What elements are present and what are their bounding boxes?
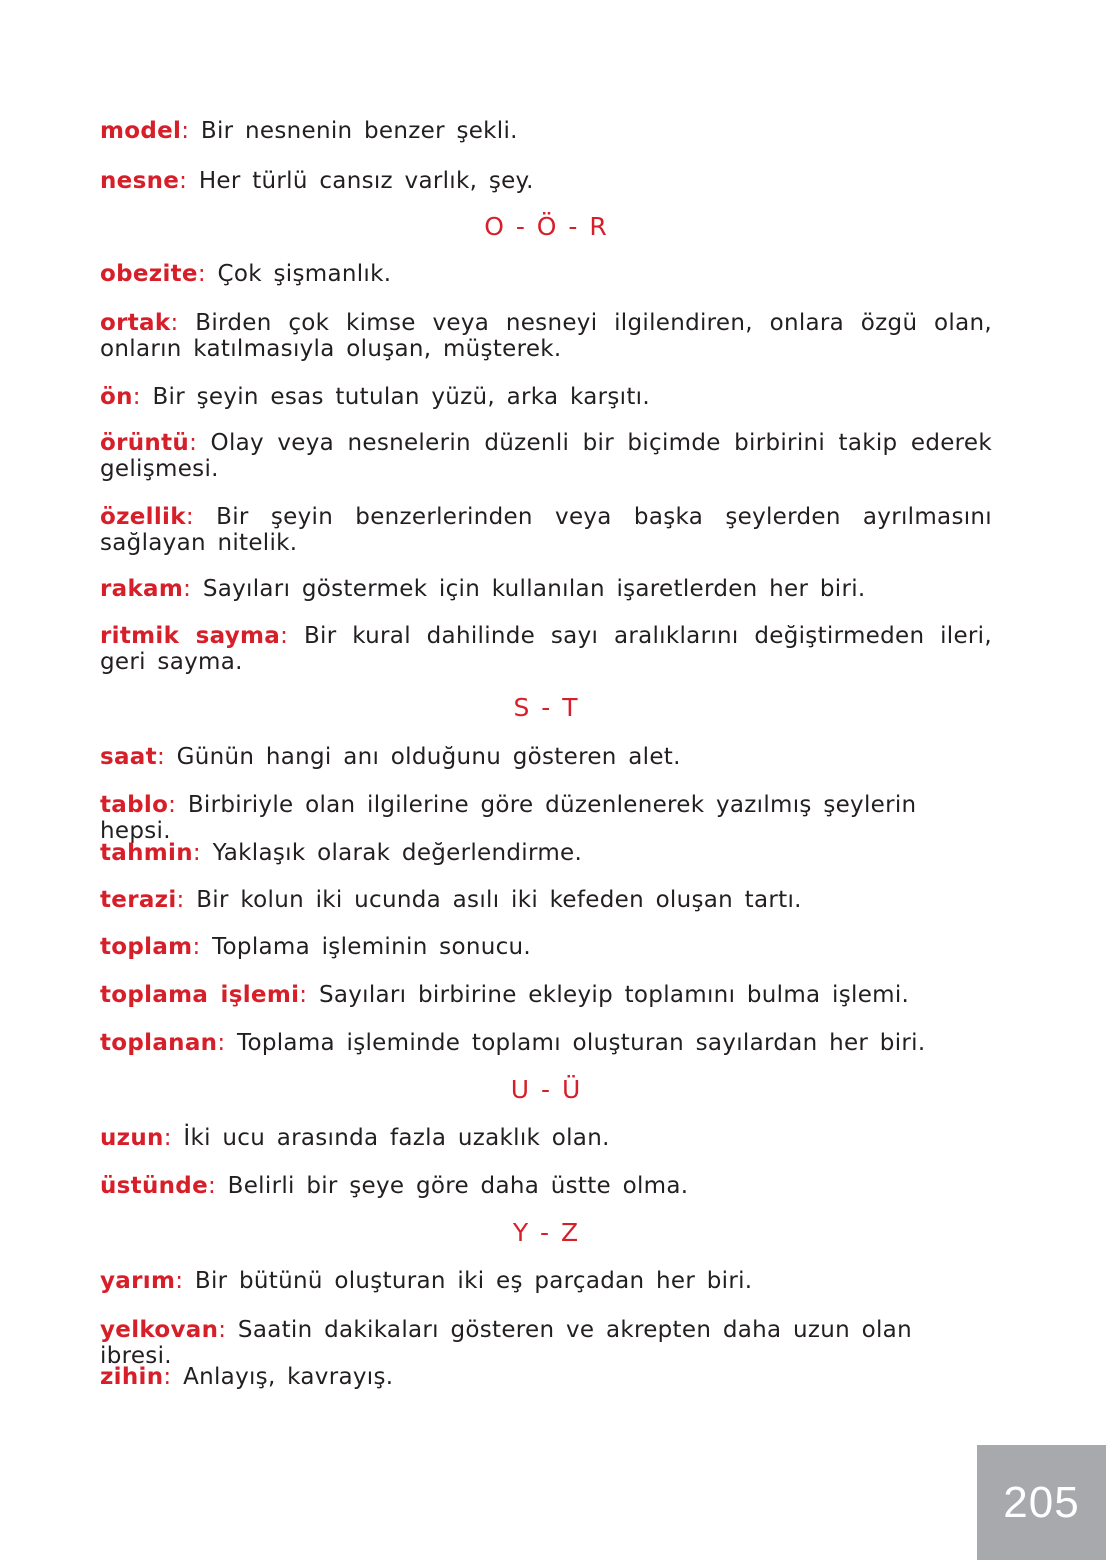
entry-definition: Anlayış, kavrayış. [171, 1364, 394, 1390]
entry-term: model [100, 118, 182, 144]
entry-colon: : [132, 384, 141, 410]
entry-term: ritmik sayma [100, 623, 281, 649]
entry-colon: : [185, 504, 194, 530]
section-heading-u-u: U - Ü [510, 1075, 582, 1104]
entry-colon: : [183, 576, 192, 602]
entry-definition: Sayıları göstermek için kullanılan işaretlerden her biri. [191, 576, 866, 602]
entry-colon: : [175, 1268, 184, 1294]
entry-term: ön [100, 384, 133, 410]
glossary-entry-toplanan [100, 1030, 992, 1056]
entry-term: nesne [100, 168, 180, 194]
entry-colon: : [217, 1030, 226, 1056]
section-heading-s-t: S - T [513, 693, 579, 722]
entry-term: toplam [100, 934, 193, 960]
entry-definition: Her türlü cansız varlık, şey. [187, 168, 534, 194]
page-number: 205 [977, 1445, 1106, 1560]
entry-term: üstünde [100, 1173, 208, 1199]
entry-colon: : [218, 1317, 227, 1343]
entry-term: uzun [100, 1125, 164, 1151]
glossary-entry-terazi [100, 887, 992, 913]
glossary-entry-nesne [100, 168, 992, 194]
glossary-entry-ustunde [100, 1173, 992, 1199]
entry-definition: Birden çok kimse veya nesneyi ilgilendiren, onlara özgü olan, onların katılmasıyla oluşan, müşterek. [100, 310, 992, 362]
entry-definition: Belirli bir şeye göre daha üstte olma. [216, 1173, 689, 1199]
entry-definition: Bir şeyin esas tutulan yüzü, arka karşıtı. [140, 384, 650, 410]
entry-term: obezite [100, 261, 198, 287]
glossary-entry-ortak [100, 310, 992, 362]
entry-definition: Bir bütünü oluşturan iki eş parçadan her biri. [183, 1268, 753, 1294]
entry-definition: Saatin dakikaları gösteren ve akrepten daha uzun olan ibresi. [100, 1317, 912, 1369]
glossary-entry-yarim [100, 1268, 992, 1294]
entry-colon: : [207, 1173, 217, 1199]
entry-colon: : [192, 934, 201, 960]
section-heading-o-o-r: O - Ö - R [484, 212, 608, 241]
entry-colon: : [163, 1125, 172, 1151]
entry-definition: Günün hangi anı olduğunu gösteren alet. [165, 744, 681, 770]
entry-definition: Bir nesnenin benzer şekli. [189, 118, 518, 144]
entry-definition: Sayıları birbirine ekleyip toplamını bulma işlemi. [307, 982, 910, 1008]
glossary-entry-toplam [100, 934, 992, 960]
entry-term: tahmin [100, 840, 193, 866]
entry-term: yelkovan [100, 1317, 219, 1343]
entry-definition: Bir şeyin benzerlerinden veya başka şeylerden ayrılmasını sağlayan nitelik. [100, 504, 992, 556]
glossary-entry-ozellik [100, 504, 992, 556]
entry-term: ortak [100, 310, 171, 336]
entry-colon: : [299, 982, 308, 1008]
glossary-entry-rakam [100, 576, 992, 602]
entry-term: tablo [100, 792, 169, 818]
entry-colon: : [280, 623, 289, 649]
entry-colon: : [179, 168, 188, 194]
glossary-entry-on [100, 384, 992, 410]
entry-term: yarım [100, 1268, 176, 1294]
entry-definition: Bir kural dahilinde sayı aralıklarını değiştirmeden ileri, geri sayma. [100, 623, 992, 675]
entry-colon: : [168, 792, 177, 818]
entry-colon: : [197, 261, 206, 287]
entry-colon: : [192, 840, 201, 866]
entry-definition: Yaklaşık olarak değerlendirme. [200, 840, 583, 866]
entry-colon: : [181, 118, 190, 144]
glossary-entry-ritmik-sayma [100, 623, 992, 675]
entry-colon: : [176, 887, 185, 913]
glossary-entry-zihin [100, 1364, 992, 1390]
entry-definition: Toplama işleminin sonucu. [200, 934, 532, 960]
entry-term: özellik [100, 504, 186, 530]
entry-colon: : [170, 310, 179, 336]
glossary-entry-model [100, 118, 992, 144]
entry-definition: Olay veya nesnelerin düzenli bir biçimde birbirini takip ederek gelişmesi. [100, 430, 992, 482]
entry-term: zihin [100, 1364, 164, 1390]
entry-definition: Toplama işleminde toplamı oluşturan sayılardan her biri. [225, 1030, 926, 1056]
glossary-entry-saat [100, 744, 992, 770]
section-heading-y-z: Y - Z [512, 1218, 580, 1247]
glossary-entry-oruntu [100, 430, 992, 482]
entry-definition: İki ucu arasında fazla uzaklık olan. [171, 1125, 610, 1151]
entry-term: örüntü [100, 430, 190, 456]
glossary-entry-obezite [100, 261, 992, 287]
entry-term: toplanan [100, 1030, 218, 1056]
glossary-entry-tablo [100, 792, 992, 844]
entry-definition: Birbiriyle olan ilgilerine göre düzenlenerek yazılmış şeylerin hepsi. [100, 792, 917, 844]
glossary-entry-yelkovan [100, 1317, 992, 1369]
entry-colon: : [156, 744, 165, 770]
glossary-entry-toplama-islemi [100, 982, 992, 1008]
glossary-entry-tahmin [100, 840, 992, 866]
entry-colon: : [189, 430, 198, 456]
entry-term: terazi [100, 887, 177, 913]
glossary-entry-uzun [100, 1125, 992, 1151]
entry-term: saat [100, 744, 157, 770]
entry-definition: Çok şişmanlık. [205, 261, 392, 287]
entry-term: toplama işlemi [100, 982, 300, 1008]
entry-term: rakam [100, 576, 184, 602]
entry-colon: : [163, 1364, 172, 1390]
entry-definition: Bir kolun iki ucunda asılı iki kefeden oluşan tartı. [184, 887, 802, 913]
